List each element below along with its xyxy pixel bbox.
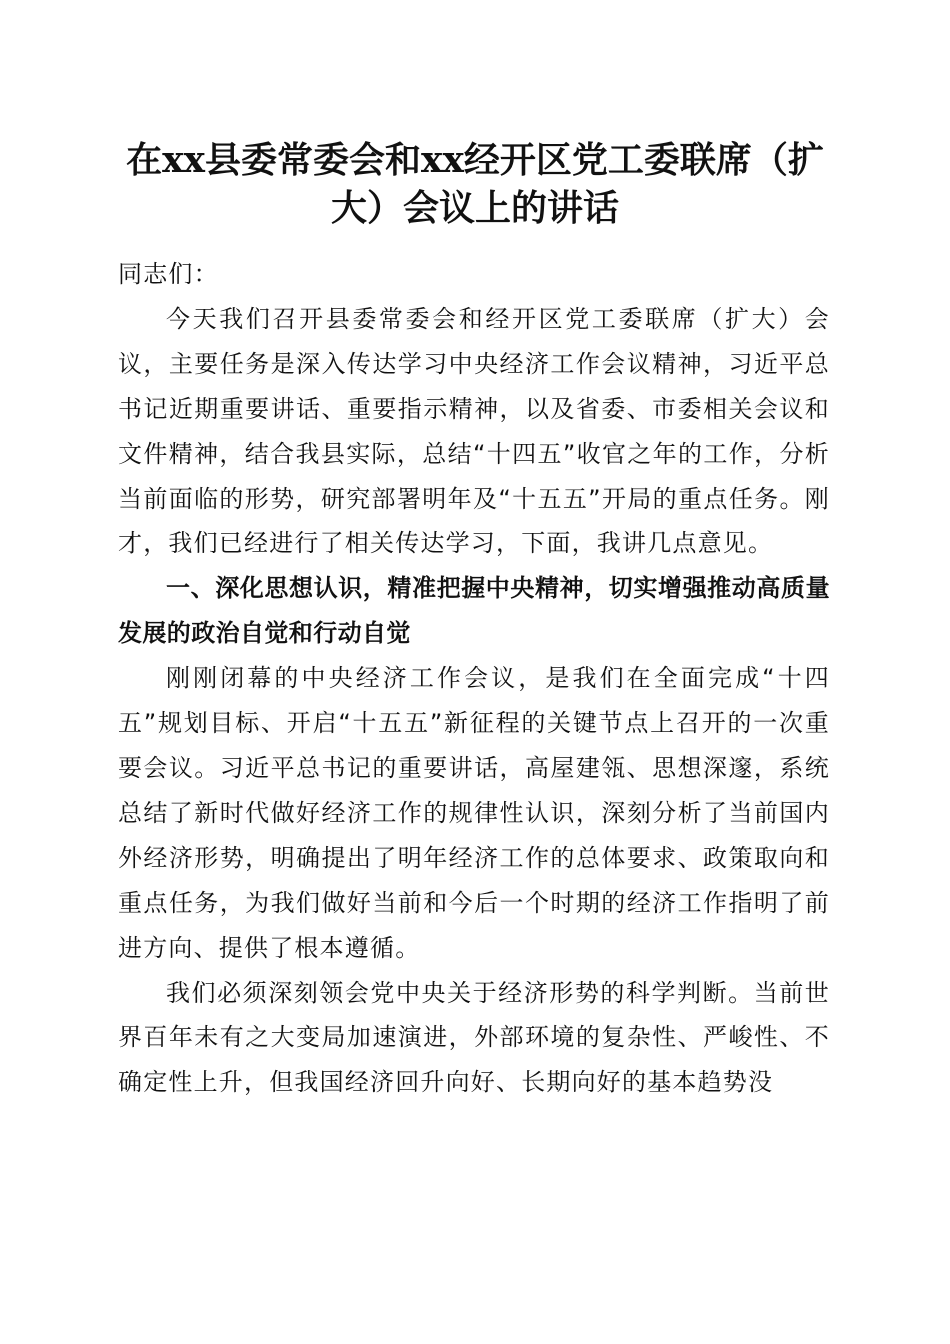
body-paragraph: 我们必须深刻领会党中央关于经济形势的科学判断。当前世界百年未有之大变局加速演进，外部环境的复杂性、严峻性、不确定性上升，但我国经济回升向好、长期向好的基本趋势没 bbox=[118, 978, 830, 1097]
body-paragraph: 刚刚闭幕的中央经济工作会议，是我们在全面完成“十四五”规划目标、开启“十五五”新征程的关键节点上召开的一次重要会议。习近平总书记的重要讲话，高屋建瓴、思想深邃，系统总结了新时代做好经济工作的规律性认识，深刻分析了当前国内外经济形势，明确提出了明年经济工作的总体要求、政策取向和重点任务，为我们做好当前和今后一个时期的经济工作指明了前进方向、提供了根本遵循。 bbox=[118, 664, 830, 962]
document-body bbox=[118, 252, 830, 1105]
body-paragraph: 今天我们召开县委常委会和经开区党工委联席（扩大）会议，主要任务是深入传达学习中央经济工作会议精神，习近平总书记近期重要讲话、重要指示精神，以及省委、市委相关会议和文件精神，结合我县实际，总结“十四五”收官之年的工作，分析当前面临的形势，研究部署明年及“十五五”开局的重点任务。刚才，我们已经进行了相关传达学习，下面，我讲几点意见。 bbox=[118, 304, 830, 558]
document-title: 在xx县委常委会和xx经开区党工委联席（扩大）会议上的讲话 bbox=[126, 139, 824, 229]
section-heading: 一、深化思想认识，精准把握中央精神，切实增强推动高质量发展的政治自觉和行动自觉 bbox=[118, 574, 830, 648]
salutation: 同志们： bbox=[118, 260, 219, 288]
